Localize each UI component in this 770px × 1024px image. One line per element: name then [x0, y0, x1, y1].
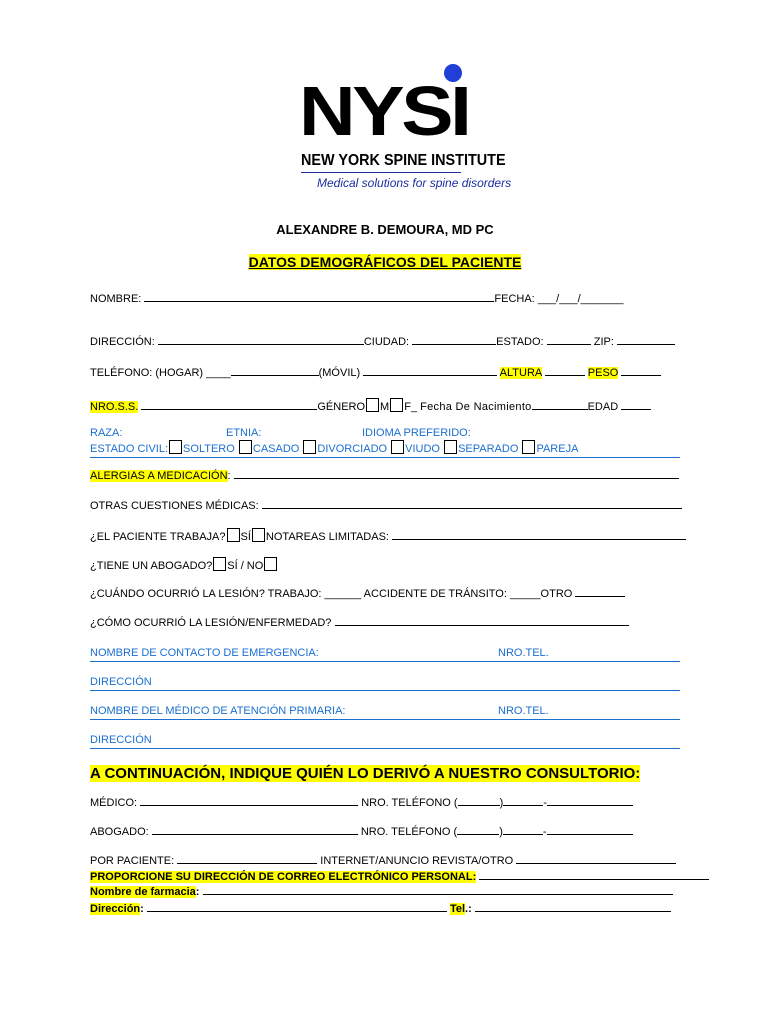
- edad-field[interactable]: [621, 400, 651, 410]
- tel-colon: .:: [465, 903, 472, 915]
- row-email: [90, 870, 709, 884]
- row-nombre: [90, 292, 623, 306]
- ref-abogado-tel-field-a[interactable]: [503, 825, 543, 835]
- si-label: SÍ: [240, 531, 251, 543]
- nross-label: NRO.S.S.: [90, 401, 139, 413]
- internet-label: INTERNET/ANUNCIO REVISTA/OTRO: [320, 855, 514, 867]
- direccion-field[interactable]: [158, 335, 364, 345]
- internet-field[interactable]: [516, 854, 676, 864]
- raza-label: RAZA:: [90, 427, 123, 439]
- genero-f-checkbox[interactable]: [390, 398, 403, 412]
- movil-field[interactable]: [363, 366, 497, 376]
- referral-heading: A CONTINUACIÓN, INDIQUE QUIÉN LO DERIVÓ A NUESTRO CONSULTORIO:: [90, 765, 641, 782]
- logo-wordmark: NYSI: [299, 72, 469, 150]
- pareja-checkbox[interactable]: [522, 440, 535, 454]
- viudo-label: VIUDO: [405, 443, 440, 455]
- si-no-label: SÍ / NO: [227, 560, 264, 572]
- row-alergias: [90, 469, 679, 483]
- estado-label: ESTADO:: [496, 336, 544, 348]
- direccion-farmacia-field[interactable]: [147, 902, 447, 912]
- tel-label: Tel: [449, 903, 466, 915]
- ref-abogado-label: ABOGADO:: [90, 826, 149, 838]
- movil-label: (MÓVIL): [318, 367, 361, 379]
- cuando-label: ¿CUÁNDO OCURRIÓ LA LESIÓN? TRABAJO: ______ ACCIDENTE DE TRÁNSITO: _____OTRO: [90, 588, 573, 600]
- por-paciente-label: POR PACIENTE:: [90, 855, 175, 867]
- trabaja-label: ¿EL PACIENTE TRABAJA?: [90, 531, 226, 543]
- row-direccion-medico: [90, 734, 680, 749]
- row-raza: [90, 427, 680, 440]
- paren-close-2: ): [499, 826, 503, 838]
- telefono-label: TELÉFONO: (HOGAR) ____: [90, 367, 231, 379]
- zip-field[interactable]: [617, 335, 675, 345]
- row-direccion-emergencia: [90, 676, 680, 691]
- altura-field[interactable]: [545, 366, 585, 376]
- logo-name: NEW YORK SPINE INSTITUTE: [301, 152, 506, 169]
- peso-field[interactable]: [621, 366, 661, 376]
- f-label: F_: [404, 401, 418, 413]
- logo-rule: [301, 172, 461, 173]
- paren-close: ): [499, 797, 504, 809]
- tel-field[interactable]: [475, 902, 671, 912]
- ref-abogado-tel-field-b[interactable]: [547, 825, 633, 835]
- m-label: M: [380, 401, 390, 413]
- email-label: PROPORCIONE SU DIRECCIÓN DE CORREO ELECTRÓNICO PERSONAL:: [90, 871, 477, 883]
- otras-label: OTRAS CUESTIONES MÉDICAS:: [90, 500, 259, 512]
- row-como: [90, 616, 629, 630]
- edad-label: EDAD: [587, 401, 619, 413]
- por-paciente-field[interactable]: [177, 854, 317, 864]
- direccion-label: DIRECCIÓN:: [90, 336, 155, 348]
- ref-medico-area-field[interactable]: [458, 796, 500, 806]
- dash-2: -: [542, 826, 547, 838]
- divorciado-label: DIVORCIADO: [317, 443, 388, 455]
- estado-field[interactable]: [547, 335, 591, 345]
- direccion-farmacia-label: Dirección: [90, 903, 141, 915]
- otras-field[interactable]: [262, 499, 682, 509]
- soltero-checkbox[interactable]: [169, 440, 182, 454]
- logo: [295, 62, 512, 194]
- row-trabaja: [90, 528, 686, 544]
- farmacia-label: Nombre de farmacia: [90, 886, 196, 898]
- separado-label: SEPARADO: [458, 443, 519, 455]
- separado-checkbox[interactable]: [444, 440, 457, 454]
- peso-label: PESO: [587, 367, 619, 379]
- ref-medico-tel-field-a[interactable]: [503, 796, 543, 806]
- farmacia-colon: :: [195, 886, 200, 898]
- logo-tagline: Medical solutions for spine disorders: [317, 176, 512, 190]
- farmacia-field[interactable]: [203, 885, 673, 895]
- abogado-no-checkbox[interactable]: [264, 557, 277, 571]
- row-emergencia: [90, 647, 680, 662]
- row-direccion: [90, 335, 675, 349]
- ref-abogado-field[interactable]: [152, 825, 358, 835]
- soltero-label: SOLTERO: [183, 443, 235, 455]
- no-label: NO: [265, 531, 283, 543]
- genero-m-checkbox[interactable]: [366, 398, 379, 412]
- nombre-field[interactable]: [144, 292, 494, 302]
- doctor-name: ALEXANDRE B. DEMOURA, MD PC: [276, 222, 494, 237]
- idioma-label: IDIOMA PREFERIDO:: [362, 427, 471, 439]
- row-otras: [90, 499, 682, 513]
- abogado-label: ¿TIENE UN ABOGADO?: [90, 560, 213, 572]
- emergencia-tel-label: NRO.TEL.: [498, 647, 549, 659]
- direccion-farmacia-colon: :: [140, 903, 144, 915]
- row-estado-civil: [90, 440, 680, 458]
- fecha-nac-field[interactable]: [532, 400, 588, 410]
- ref-medico-tel-label: NRO. TELÉFONO (: [361, 797, 458, 809]
- casado-checkbox[interactable]: [239, 440, 252, 454]
- telefono-field[interactable]: [231, 366, 319, 376]
- ref-medico-label: MÉDICO:: [90, 797, 138, 809]
- alergias-colon: :: [227, 470, 231, 482]
- row-ref-medico: [90, 796, 633, 810]
- etnia-label: ETNIA:: [226, 427, 262, 439]
- nombre-label: NOMBRE:: [90, 293, 142, 305]
- como-label: ¿CÓMO OCURRIÓ LA LESIÓN/ENFERMEDAD?: [90, 617, 332, 629]
- altura-label: ALTURA: [499, 367, 542, 379]
- alergias-field[interactable]: [234, 469, 679, 479]
- row-por-paciente: [90, 854, 676, 868]
- zip-label: ZIP:: [593, 336, 614, 348]
- ciudad-label: CIUDAD:: [363, 336, 410, 348]
- medico-tel-label: NRO.TEL.: [498, 705, 549, 717]
- genero-label: GÉNERO: [317, 401, 366, 413]
- ref-medico-field[interactable]: [140, 796, 358, 806]
- como-field[interactable]: [335, 616, 629, 626]
- row-farmacia: [90, 885, 673, 899]
- divorciado-checkbox[interactable]: [303, 440, 316, 454]
- dash: -: [543, 797, 547, 809]
- fecha-nac-label: Fecha De Nacimiento: [420, 401, 532, 413]
- alergias-label: ALERGIAS A MEDICACIÓN: [90, 470, 228, 482]
- pareja-label: PAREJA: [536, 443, 579, 455]
- ref-medico-tel-field-b[interactable]: [547, 796, 633, 806]
- email-field[interactable]: [479, 870, 709, 880]
- row-nross: [90, 398, 651, 414]
- estado-civil-label: ESTADO CIVIL:: [90, 443, 169, 455]
- row-abogado: [90, 557, 278, 573]
- fecha-label: FECHA:: [494, 293, 535, 305]
- ref-abogado-area-field[interactable]: [457, 825, 499, 835]
- ref-abogado-tel-label: NRO. TELÉFONO (: [360, 826, 458, 838]
- form-title: DATOS DEMOGRÁFICOS DEL PACIENTE: [248, 254, 522, 270]
- fecha-field[interactable]: ___/___/_______: [537, 293, 624, 305]
- viudo-checkbox[interactable]: [391, 440, 404, 454]
- casado-label: CASADO: [252, 443, 300, 455]
- row-ref-abogado: [90, 825, 633, 839]
- abogado-si-checkbox[interactable]: [213, 557, 226, 571]
- emergencia-direccion-label: DIRECCIÓN: [90, 676, 152, 688]
- row-medico-primaria: [90, 705, 680, 720]
- tareas-field[interactable]: [392, 530, 686, 540]
- trabaja-si-checkbox[interactable]: [227, 528, 240, 542]
- medico-direccion-label: DIRECCIÓN: [90, 734, 152, 746]
- otro-field[interactable]: [575, 587, 625, 597]
- nross-field[interactable]: [141, 400, 317, 410]
- row-telefono: [90, 366, 661, 380]
- row-cuando: [90, 587, 625, 601]
- tareas-label: TAREAS LIMITADAS:: [282, 531, 389, 543]
- emergencia-label: NOMBRE DE CONTACTO DE EMERGENCIA:: [90, 647, 319, 659]
- medico-primaria-label: NOMBRE DEL MÉDICO DE ATENCIÓN PRIMARIA:: [90, 705, 346, 717]
- trabaja-no-checkbox[interactable]: [252, 528, 265, 542]
- row-direccion-farmacia: [90, 902, 671, 916]
- ciudad-field[interactable]: [412, 335, 496, 345]
